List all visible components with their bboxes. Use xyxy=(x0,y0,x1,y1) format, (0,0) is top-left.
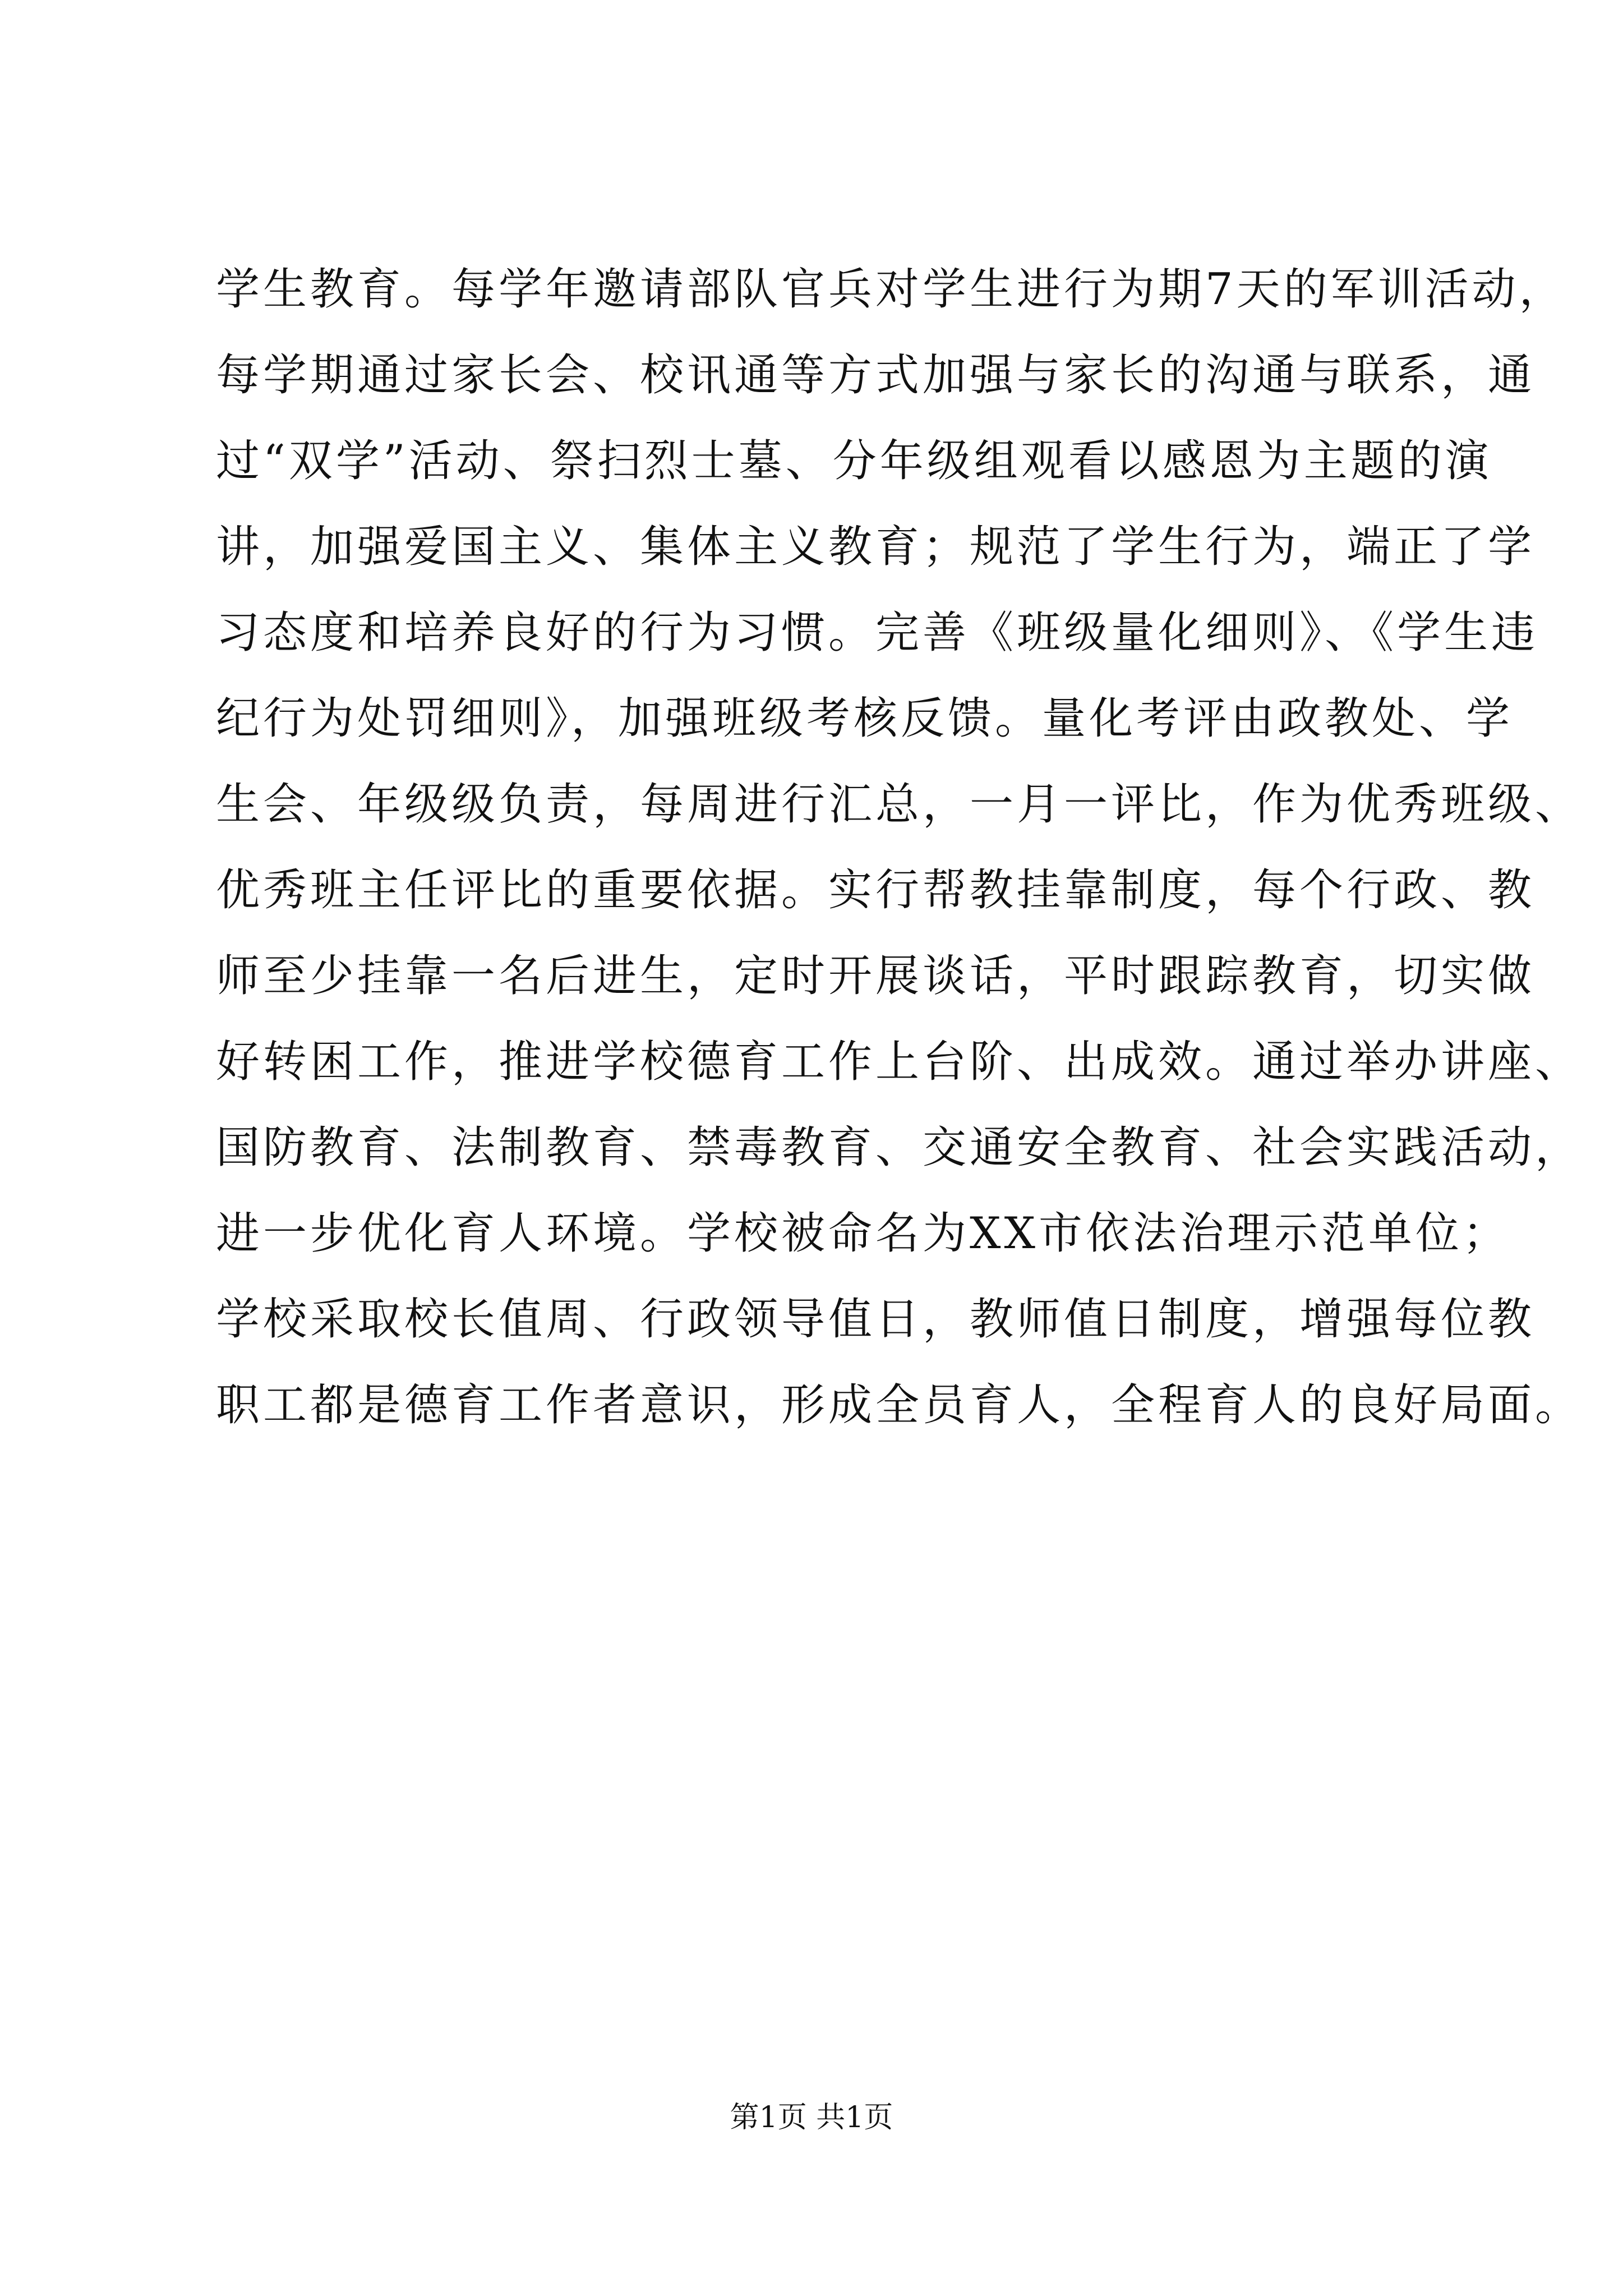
text-line: 生会、年级级负责，每周进行汇总，一月一评比，作为优秀班级、 xyxy=(216,779,1583,830)
text-line: 进一步优化育人环境。学校被命名为XX市依法治理示范单位； xyxy=(216,1208,1510,1259)
page-footer: 第1页 共1页 xyxy=(730,2101,893,2134)
text-line: 每学期通过家长会、校讯通等方式加强与家长的沟通与联系，通 xyxy=(216,350,1536,401)
text-line: 优秀班主任评比的重要依据。实行帮教挂靠制度，每个行政、教 xyxy=(216,865,1536,915)
text-line: 职工都是德育工作者意识，形成全员育人，全程育人的良好局面。 xyxy=(216,1380,1583,1430)
text-line: 学校采取校长值周、行政领导值日，教师值日制度，增强每位教 xyxy=(216,1294,1536,1345)
text-line: 讲，加强爱国主义、集体主义教育；规范了学生行为，端正了学 xyxy=(216,522,1536,572)
text-line: 习态度和培养良好的行为习惯。完善《班级量化细则》、《学生违 xyxy=(216,608,1539,658)
body-paragraph xyxy=(216,247,1583,1448)
text-line: 学生教育。每学年邀请部队官兵对学生进行为期7天的军训活动， xyxy=(216,264,1566,315)
text-line: 国防教育、法制教育、禁毒教育、交通安全教育、社会实践活动， xyxy=(216,1122,1583,1173)
text-line: 过“双学”活动、祭扫烈士墓、分年级组观看以感恩为主题的演 xyxy=(216,436,1492,486)
text-line: 纪行为处罚细则》，加强班级考核反馈。量化考评由政教处、学 xyxy=(216,693,1514,744)
text-line: 好转困工作，推进学校德育工作上台阶、出成效。通过举办讲座、 xyxy=(216,1037,1583,1087)
text-line: 师至少挂靠一名后进生，定时开展谈话，平时跟踪教育，切实做 xyxy=(216,951,1536,1001)
